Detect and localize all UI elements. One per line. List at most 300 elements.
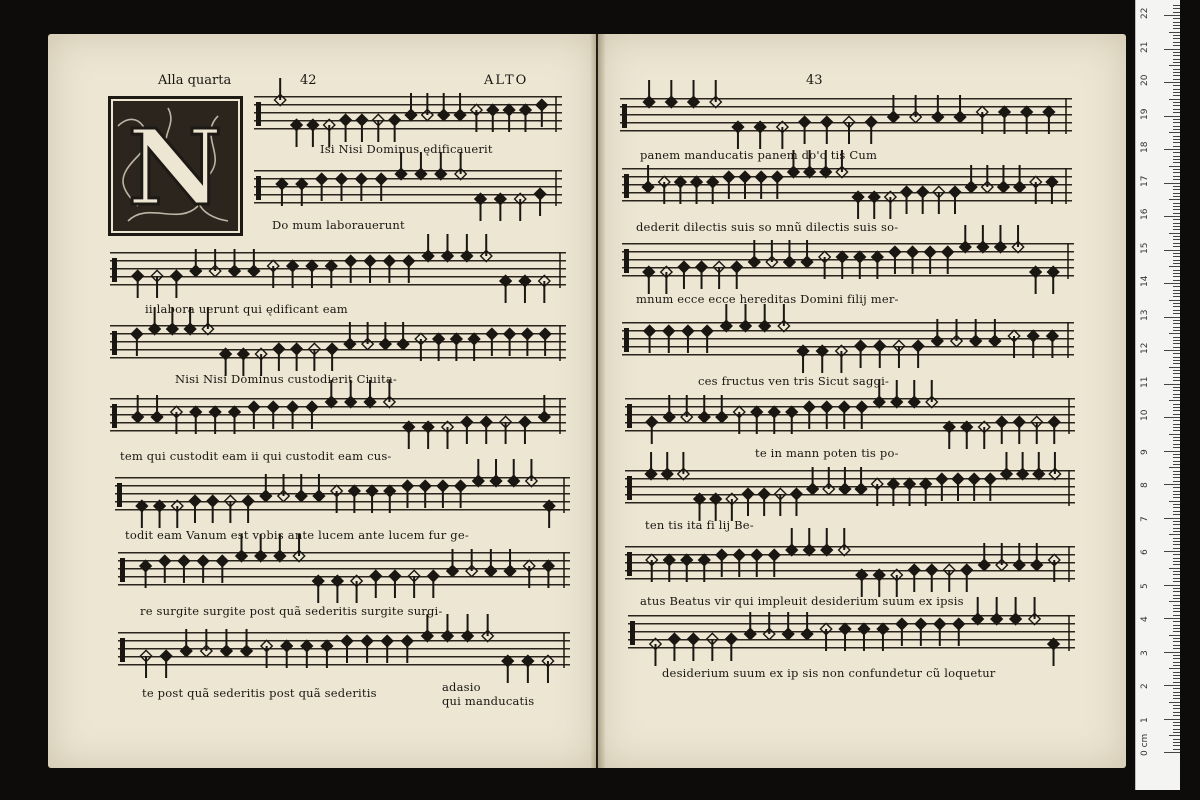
ruler-tick (1173, 377, 1180, 378)
ruler-label: 21 (1140, 41, 1150, 53)
ruler-tick (1173, 62, 1180, 63)
note (893, 340, 904, 368)
ruler-tick (1173, 347, 1180, 348)
note (819, 251, 830, 279)
ruler-tick (1173, 631, 1180, 632)
note (755, 171, 766, 199)
note (669, 633, 680, 661)
ruler-tick (1173, 122, 1180, 123)
note (998, 165, 1009, 193)
ruler-tick (1173, 357, 1180, 358)
note (178, 555, 189, 583)
note (659, 176, 670, 204)
left-header-tempo: Alla quarta (158, 73, 232, 88)
ruler-tick (1169, 735, 1180, 736)
note (731, 261, 742, 289)
ruler-tick (1173, 404, 1180, 405)
note (820, 623, 831, 651)
note (336, 173, 347, 201)
ruler-tick (1173, 538, 1180, 539)
ruler-tick (1164, 752, 1180, 753)
note (306, 260, 317, 288)
clef-mark (624, 174, 629, 198)
note (522, 328, 533, 356)
note (415, 333, 426, 361)
staff-left-2 (254, 170, 562, 206)
ruler-tick (1173, 256, 1180, 257)
ruler-label: 19 (1140, 108, 1150, 120)
clef-mark (112, 404, 117, 428)
note (769, 549, 780, 577)
note (858, 623, 869, 651)
note (949, 186, 960, 214)
note (749, 240, 760, 268)
note (1047, 330, 1058, 358)
ruler-tick (1173, 276, 1180, 277)
ruler-label: 22 (1140, 7, 1150, 19)
note (855, 340, 866, 368)
ruler-tick (1173, 363, 1180, 364)
note (229, 249, 240, 277)
note (920, 478, 931, 506)
note (190, 249, 201, 277)
clef-mark (622, 104, 627, 128)
ruler-tick (1173, 420, 1180, 421)
staff-right-1 (620, 98, 1072, 134)
ruler-tick (1173, 390, 1180, 391)
note (539, 395, 550, 423)
ruler-tick (1173, 494, 1180, 495)
ruler-tick (1173, 682, 1180, 683)
ruler-tick (1173, 581, 1180, 582)
note (313, 474, 324, 502)
staff-right-7 (625, 546, 1075, 582)
note (1008, 330, 1019, 358)
ruler-tick (1173, 524, 1180, 525)
ruler-tick (1173, 12, 1180, 13)
ruler-tick (1164, 417, 1180, 418)
note (926, 564, 937, 592)
note (454, 93, 465, 121)
ruler-tick (1173, 290, 1180, 291)
note (934, 618, 945, 646)
note (888, 478, 899, 506)
clef-mark (627, 476, 632, 500)
ruler-tick (1173, 243, 1180, 244)
ruler-tick (1173, 28, 1180, 29)
note (287, 260, 298, 288)
ruler-tick (1173, 327, 1180, 328)
lyric-right-4: ces fructus ven tris Sicut saggi- (698, 374, 890, 388)
ruler-tick (1164, 685, 1180, 686)
ruler-tick (1173, 628, 1180, 629)
clef-mark (112, 258, 117, 282)
ruler-tick (1169, 199, 1180, 200)
ruler-tick (1173, 424, 1180, 425)
ruler-tick (1164, 350, 1180, 351)
note (486, 328, 497, 356)
ruler-tick (1173, 558, 1180, 559)
note (896, 618, 907, 646)
ruler-tick (1173, 5, 1180, 6)
lyric-left-5: tem qui custodit eam ii qui custodit eam cus- (120, 449, 392, 463)
note (807, 467, 818, 495)
ruler-tick (1173, 92, 1180, 93)
note (823, 467, 834, 495)
ruler-tick (1164, 250, 1180, 251)
note (699, 395, 710, 423)
note (268, 401, 279, 429)
note (681, 395, 692, 423)
note (977, 106, 988, 134)
ruler-tick (1173, 397, 1180, 398)
note (248, 249, 259, 277)
ruler-tick (1173, 75, 1180, 76)
ruler-tick (1173, 126, 1180, 127)
note (791, 488, 802, 516)
ruler-label: 8 (1140, 482, 1150, 488)
ruler-tick (1173, 196, 1180, 197)
ruler-tick (1173, 142, 1180, 143)
ruler-tick (1164, 551, 1180, 552)
ruler-tick (1173, 59, 1180, 60)
note (968, 473, 979, 501)
lyric-left-2: Do mum laborauerunt (272, 218, 405, 232)
ruler-tick (1173, 554, 1180, 555)
ruler-tick (1169, 467, 1180, 468)
ruler-tick (1173, 69, 1180, 70)
ruler-tick (1169, 501, 1180, 502)
note (786, 406, 797, 434)
note (301, 640, 312, 668)
ruler-tick (1173, 471, 1180, 472)
note (420, 480, 431, 508)
note (366, 485, 377, 513)
lyric-right-6: ten tis ita fi lij Be- (645, 518, 754, 532)
note (982, 165, 993, 193)
ruler-tick (1173, 491, 1180, 492)
note (723, 171, 734, 199)
ruler-tick (1173, 320, 1180, 321)
staff-left-3 (110, 252, 566, 288)
ruler-tick (1173, 337, 1180, 338)
staff-left-8 (118, 632, 570, 668)
note (917, 186, 928, 214)
ruler-tick (1173, 672, 1180, 673)
note (839, 467, 850, 495)
staff-left-7 (118, 552, 570, 588)
ruler-tick (1173, 343, 1180, 344)
note (504, 328, 515, 356)
ruler-tick (1173, 112, 1180, 113)
note (912, 340, 923, 368)
ruler-tick (1173, 675, 1180, 676)
ruler-tick (1173, 447, 1180, 448)
lyric-right-7: atus Beatus vir qui impleuit desiderium suum ex ipsis (640, 594, 964, 608)
note (331, 485, 342, 513)
note (854, 251, 865, 279)
ruler-tick (1173, 176, 1180, 177)
note (907, 246, 918, 274)
note (924, 246, 935, 274)
ruler-tick (1173, 89, 1180, 90)
note (151, 395, 162, 423)
note (326, 343, 337, 371)
ruler-tick (1173, 511, 1180, 512)
ruler-tick (1164, 451, 1180, 452)
ruler-tick (1173, 541, 1180, 542)
clef-mark (120, 558, 125, 582)
ruler-tick (1173, 129, 1180, 130)
note (519, 416, 530, 444)
ruler-tick (1173, 477, 1180, 478)
note (944, 564, 955, 592)
ruler-tick (1173, 169, 1180, 170)
ruler-tick (1169, 132, 1180, 133)
note (389, 570, 400, 598)
note (296, 474, 307, 502)
ruler-tick (1164, 719, 1180, 720)
note (260, 474, 271, 502)
ruler-tick (1173, 578, 1180, 579)
ruler-tick (1173, 189, 1180, 190)
note (539, 328, 550, 356)
note (466, 549, 477, 577)
note (837, 251, 848, 279)
note (961, 564, 972, 592)
note (524, 560, 535, 588)
note (344, 322, 355, 350)
ruler-tick (1164, 15, 1180, 16)
ruler-tick (1173, 72, 1180, 73)
note (932, 319, 943, 347)
ruler-label: 13 (1140, 309, 1150, 321)
note (843, 116, 854, 144)
note (764, 612, 775, 640)
note (989, 319, 1000, 347)
ruler-tick (1173, 280, 1180, 281)
note (428, 570, 439, 598)
ruler-tick (1173, 481, 1180, 482)
note (433, 333, 444, 361)
note (316, 173, 327, 201)
note (503, 104, 514, 132)
ruler-tick (1173, 430, 1180, 431)
note (217, 555, 228, 583)
lyric-left-7: re surgite surgite post quã sederitis surgite surgi- (140, 604, 443, 618)
note (345, 255, 356, 283)
ruler-tick (1169, 233, 1180, 234)
ruler-tick (1173, 745, 1180, 746)
ruler-tick (1173, 591, 1180, 592)
ruler-tick (1173, 293, 1180, 294)
lyric-left-4: Nisi Nisi Dominus custodierit Ciuita- (175, 372, 397, 386)
measurement-ruler (1135, 0, 1180, 790)
note (181, 629, 192, 657)
note (140, 560, 151, 588)
note (856, 401, 867, 429)
ruler-tick (1173, 136, 1180, 137)
ruler-tick (1173, 330, 1180, 331)
ruler-tick (1173, 621, 1180, 622)
note (1028, 330, 1039, 358)
note (384, 255, 395, 283)
ruler-tick (1173, 487, 1180, 488)
ruler-tick (1173, 605, 1180, 606)
note (241, 629, 252, 657)
ruler-tick (1173, 658, 1180, 659)
ruler-tick (1173, 394, 1180, 395)
ruler-tick (1173, 407, 1180, 408)
note (985, 473, 996, 501)
note (872, 251, 883, 279)
ruler-tick (1173, 598, 1180, 599)
ruler-tick (1164, 518, 1180, 519)
ruler-tick (1164, 283, 1180, 284)
note (889, 246, 900, 274)
ruler-tick (1173, 729, 1180, 730)
clef-mark (120, 638, 125, 662)
ruler-tick (1164, 116, 1180, 117)
ruler-label: 10 (1140, 409, 1150, 421)
clef-mark (256, 102, 261, 126)
ruler-tick (1173, 437, 1180, 438)
ruler-tick (1173, 102, 1180, 103)
ruler-tick (1173, 239, 1180, 240)
ruler-tick (1164, 585, 1180, 586)
staff-left-1 (254, 96, 562, 132)
ruler-tick (1164, 384, 1180, 385)
note (996, 416, 1007, 444)
note (996, 543, 1007, 571)
ruler-tick (1173, 45, 1180, 46)
note (281, 640, 292, 668)
note (276, 178, 287, 206)
ruler-tick (1173, 179, 1180, 180)
note (171, 406, 182, 434)
right-page-number: 43 (806, 73, 823, 88)
note (1031, 416, 1042, 444)
ruler-tick (1173, 119, 1180, 120)
note (751, 549, 762, 577)
ruler-tick (1173, 474, 1180, 475)
note (278, 474, 289, 502)
ruler-label: 1 (1140, 716, 1150, 723)
ruler-label: 7 (1140, 515, 1150, 522)
note (954, 95, 965, 123)
svg-text:N: N (127, 106, 223, 229)
note (356, 114, 367, 142)
ruler-tick (1173, 206, 1180, 207)
ruler-tick (1173, 370, 1180, 371)
staff-left-5 (110, 398, 566, 434)
staff-left-6 (115, 477, 570, 513)
note (405, 93, 416, 121)
lyric-left-8: te post quã sederitis post quã sederitis (142, 686, 377, 700)
ruler-tick (1169, 99, 1180, 100)
note (801, 240, 812, 268)
ruler-tick (1173, 504, 1180, 505)
note (455, 480, 466, 508)
note (726, 633, 737, 661)
lyric-right-5: te in mann poten tis po- (755, 446, 899, 460)
ruler-tick (1173, 270, 1180, 271)
note (380, 322, 391, 350)
note (1030, 176, 1041, 204)
note (716, 549, 727, 577)
ruler-tick (1173, 507, 1180, 508)
ruler-tick (1173, 8, 1180, 9)
ruler-tick (1173, 226, 1180, 227)
ruler-tick (1173, 725, 1180, 726)
ruler-tick (1173, 715, 1180, 716)
ruler-label: 3 (1140, 649, 1150, 656)
ruler-tick (1173, 229, 1180, 230)
note (804, 401, 815, 429)
ruler-tick (1173, 645, 1180, 646)
note (644, 325, 655, 353)
note (261, 640, 272, 668)
note (451, 333, 462, 361)
note (487, 104, 498, 132)
left-page-number: 42 (300, 73, 317, 88)
book-gutter (590, 34, 606, 768)
ruler-tick (1173, 444, 1180, 445)
note (340, 114, 351, 142)
ruler-tick (1173, 410, 1180, 411)
ruler-tick (1173, 497, 1180, 498)
ruler-tick (1173, 22, 1180, 23)
ruler-tick (1173, 146, 1180, 147)
note (447, 549, 458, 577)
ruler-tick (1173, 528, 1180, 529)
ruler-tick (1173, 306, 1180, 307)
ruler-tick (1173, 55, 1180, 56)
note (1014, 416, 1025, 444)
ruler-tick (1173, 373, 1180, 374)
ruler-tick (1164, 216, 1180, 217)
ruler-tick (1169, 601, 1180, 602)
clef-mark (624, 249, 629, 273)
note (370, 570, 381, 598)
note (287, 401, 298, 429)
note (362, 322, 373, 350)
note (437, 480, 448, 508)
note (520, 104, 531, 132)
note (745, 612, 756, 640)
ruler-tick (1173, 353, 1180, 354)
ruler-tick (1173, 79, 1180, 80)
note (909, 564, 920, 592)
note (151, 270, 162, 298)
ruler-tick (1164, 82, 1180, 83)
note (536, 99, 547, 127)
ruler-label: 0 cm (1140, 733, 1150, 756)
ruler-tick (1173, 213, 1180, 214)
note (209, 406, 220, 434)
note (769, 406, 780, 434)
ruler-tick (1173, 571, 1180, 572)
note (942, 246, 953, 274)
ruler-tick (1164, 652, 1180, 653)
ruler-tick (1173, 695, 1180, 696)
ruler-tick (1173, 457, 1180, 458)
note (965, 165, 976, 193)
note (1043, 106, 1054, 134)
ruler-tick (1173, 655, 1180, 656)
ruler-tick (1173, 608, 1180, 609)
ruler-tick (1173, 85, 1180, 86)
